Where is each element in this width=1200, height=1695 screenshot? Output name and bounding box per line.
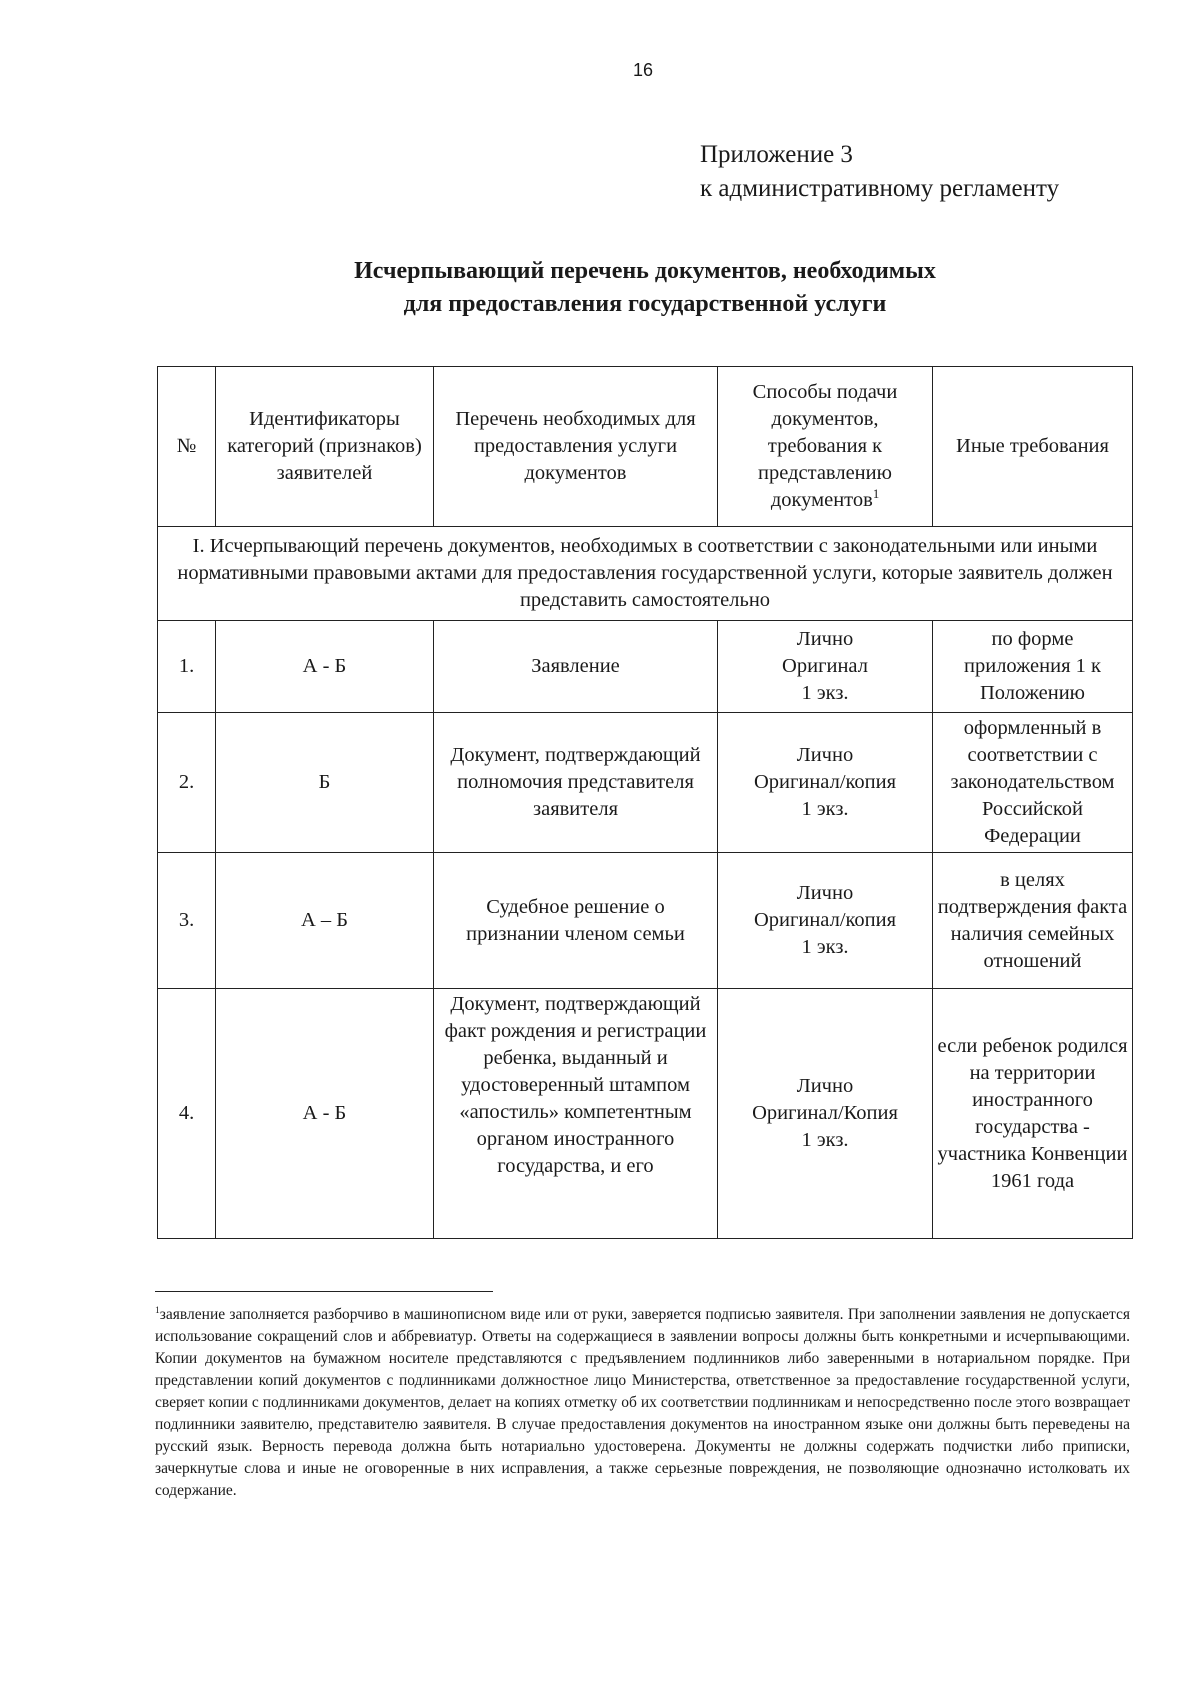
page-number: 16: [632, 60, 654, 80]
row-number: 4.: [158, 989, 216, 1239]
documents-table: [157, 366, 1133, 1239]
footnote-text: заявление заполняется разборчиво в машинописном виде или от руки, заверяется подписью заявителя. При заполнении заявления не допускается использование сокращений слов и аббревиатур. Ответы на содержащиеся в заявлении вопросы должны быть конкретными и исчерпывающими. Копии документов на бумажном носителе представляются с предъявлением подлинников либо заверенными в нотариальном порядке. При представлении копий документов с подлинниками должностное лицо Министерства, ответственное за предоставление государственной услуги, сверяет копии с подлинниками документов, делает на копиях отметку об их соответствии подлинникам и непосредственно после этого возвращает подлинники заявителю, представителю заявителя. В случае предоставления документов на иностранном языке они должны быть переведены на русский язык. Верность перевода должна быть нотариально удостоверена. Документы не должны содержать подчистки либо приписки, зачеркнутые слова и иные не оговоренные в них исправления, а также серьезные повреждения, не позволяющие однозначно истолковать их содержание.: [155, 1306, 1130, 1499]
section-row: [158, 527, 1133, 621]
row-category: А - Б: [216, 989, 434, 1239]
row-document: Документ, подтверждающий полномочия представителя заявителя: [434, 713, 718, 853]
header-documents: Перечень необходимых для предоставления услуги документов: [434, 367, 718, 527]
footnote-reference: 1: [872, 487, 880, 502]
method-line: Лично: [796, 1075, 854, 1097]
footnote-divider: [155, 1291, 493, 1292]
row-method: [718, 853, 933, 989]
row-category: Б: [216, 713, 434, 853]
header-methods: [718, 367, 933, 527]
row-other: по форме приложения 1 к Положению: [933, 621, 1133, 713]
row-method: [718, 713, 933, 853]
row-number: 3.: [158, 853, 216, 989]
header-categories: Идентификаторы категорий (признаков) заявителей: [216, 367, 434, 527]
appendix-note: [700, 138, 1059, 206]
header-other-requirements: Иные требования: [933, 367, 1133, 527]
footnote-marker: 1: [155, 1304, 160, 1316]
row-document: Заявление: [434, 621, 718, 713]
table-header-row: [158, 367, 1133, 527]
row-method: [718, 989, 933, 1239]
header-methods-text: Способы подачи документов, требования к представлению документов: [752, 381, 898, 511]
method-line: Оригинал/копия: [753, 909, 897, 931]
method-line: Лично: [796, 628, 854, 650]
method-line: Оригинал: [782, 655, 868, 677]
row-other: в целях подтверждения факта наличия семейных отношений: [933, 853, 1133, 989]
method-line: Лично: [796, 882, 854, 904]
row-number: 2.: [158, 713, 216, 853]
document-title-line-1: Исчерпывающий перечень документов, необходимых: [354, 258, 936, 284]
row-document: Документ, подтверждающий факт рождения и регистрации ребенка, выданный и удостоверенный штампом «апостиль» компетентным органом иностранного государства, и его: [434, 989, 718, 1239]
method-line: Оригинал/Копия: [752, 1102, 898, 1124]
row-other: если ребенок родился на территории иностранного государства - участника Конвенции 1961 года: [933, 989, 1133, 1239]
row-other: оформленный в соответствии с законодательством Российской Федерации: [933, 713, 1133, 853]
row-number: 1.: [158, 621, 216, 713]
row-category: А - Б: [216, 621, 434, 713]
row-method: [718, 621, 933, 713]
row-document: Судебное решение о признании членом семьи: [434, 853, 718, 989]
method-line: 1 экз.: [801, 798, 849, 820]
table-row: [158, 989, 1133, 1239]
appendix-line-2: к административному регламенту: [700, 175, 1060, 202]
method-line: 1 экз.: [801, 1129, 849, 1151]
row-category: А – Б: [216, 853, 434, 989]
document-title-line-2: для предоставления государственной услуги: [403, 291, 887, 317]
table-row: [158, 713, 1133, 853]
method-line: 1 экз.: [801, 682, 849, 704]
section-title: I. Исчерпывающий перечень документов, необходимых в соответствии с законодательными или иными нормативными правовыми актами для предоставления государственной услуги, которые заявитель должен представить самостоятельно: [158, 527, 1133, 621]
method-line: Лично: [796, 744, 854, 766]
method-line: 1 экз.: [801, 936, 849, 958]
method-line: Оригинал/копия: [753, 771, 897, 793]
footnote: [155, 1304, 1130, 1502]
appendix-line-1: Приложение 3: [700, 141, 853, 168]
table-row: [158, 853, 1133, 989]
document-title: [200, 255, 1090, 321]
header-number: №: [158, 367, 216, 527]
table-row: [158, 621, 1133, 713]
